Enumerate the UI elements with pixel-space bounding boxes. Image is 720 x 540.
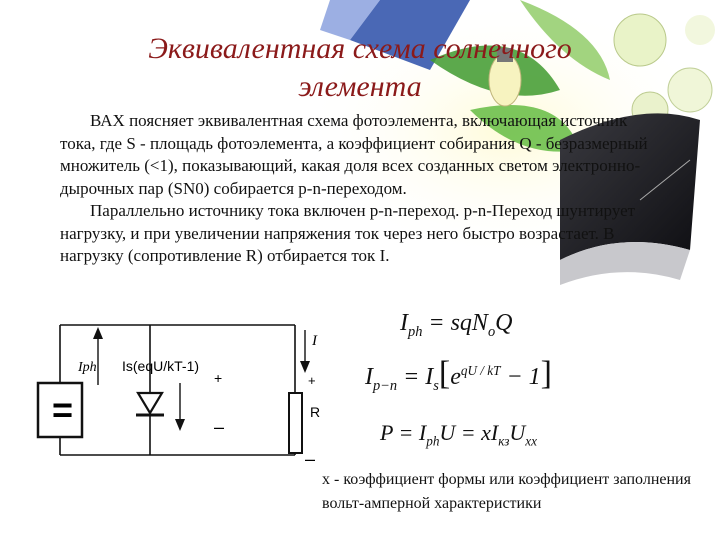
resistor-label: R — [310, 404, 321, 420]
title-line-1: Эквивалентная схема солнечного — [148, 32, 572, 65]
load-current-arrow-icon — [300, 361, 310, 373]
is-label: Is(eqU/kT-1) — [122, 358, 200, 374]
iph-arrow-icon — [93, 327, 103, 339]
formula-diode-current: $I_{p-n} = I_s[e^{qU / kT} - 1]$ — [365, 355, 552, 394]
resistor-symbol — [289, 393, 302, 453]
resistor-minus-label: – — [305, 449, 316, 469]
title-line-2: элемента — [298, 70, 422, 103]
load-current-label: I — [312, 333, 317, 349]
iph-label: Iph — [78, 360, 97, 375]
resistor-plus-label: + — [308, 373, 316, 388]
body-text — [60, 110, 660, 268]
formula-photocurrent: $I_{ph} = sqN_oQ$ — [400, 310, 513, 340]
formula-power: $P = I_{ph}U = xI_{кз}U_{хх}$ — [380, 420, 537, 449]
fill-factor-note: x - коэффициент формы или коэффициент заполнения вольт-амперной характеристики — [322, 471, 691, 512]
source-equals-sign: = — [52, 389, 74, 430]
diode-symbol — [138, 393, 162, 413]
diode-plus-label: + — [214, 370, 223, 386]
paragraph-2: Параллельно источнику тока включен p-n-переход. p-n-Переход шунтирует нагрузку, и при увеличении напряжения ток через него быстро возрастает. В нагрузку (сопротивление R) отбирается ток I. — [60, 201, 636, 265]
equivalent-circuit-diagram — [52, 315, 340, 490]
paragraph-1: ВАХ поясняет эквивалентная схема фотоэлемента, включающая источник тока, где S - площадь фотоэлемента, а коэффициент собирания Q - безразмерный множитель (<1), показывающий, какая доля всех созданных светом электронно-дырочных пар (SN0) собирается p-n-переходом. — [60, 111, 648, 198]
diode-minus-label: – — [214, 417, 225, 437]
is-arrow-icon — [175, 419, 185, 431]
page-title — [40, 30, 680, 106]
